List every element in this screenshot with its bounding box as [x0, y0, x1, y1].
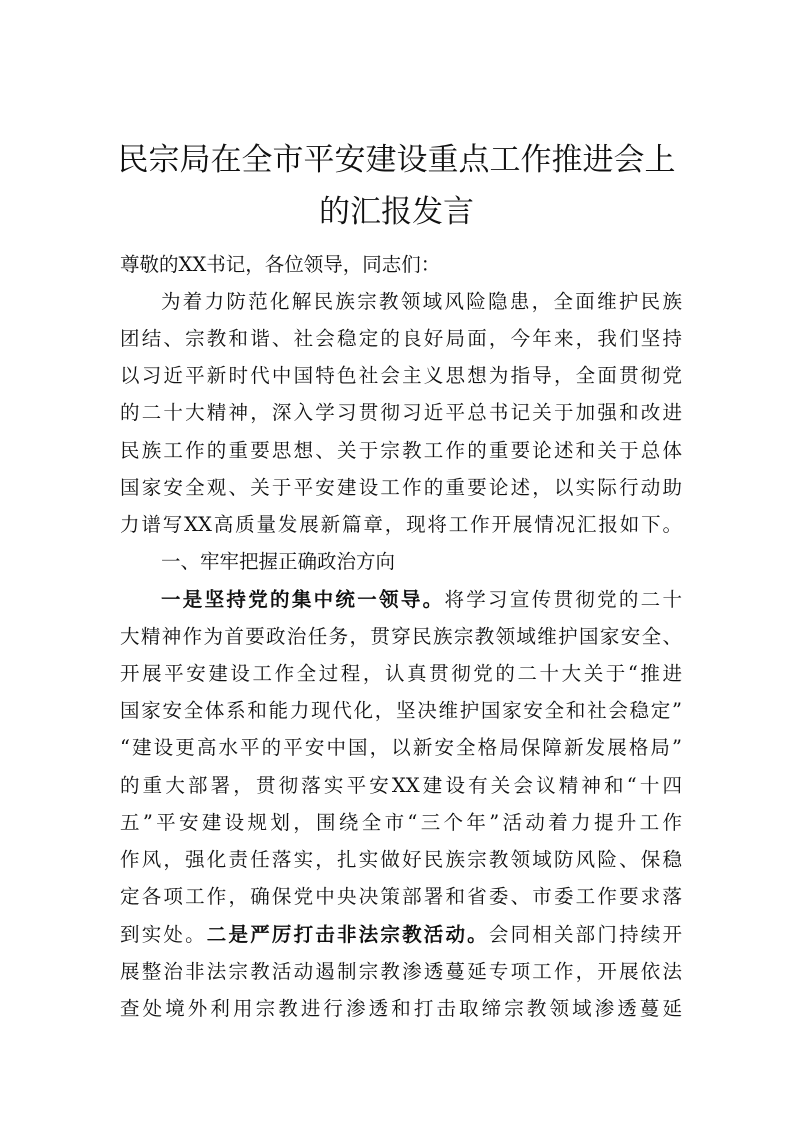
paragraph-line: 大精神作为首要政治任务，贯穿民族宗教领域维护国家安全、	[120, 625, 682, 648]
paragraph-line: 展整治非法宗教活动遏制宗教渗透蔓延专项工作，开展依法	[120, 960, 682, 983]
paragraph-line: “建设更高水平的平安中国，以新安全格局保障新发展格局”	[120, 736, 682, 759]
paragraph-line: 国家安全观、关于平安建设工作的重要论述，以实际行动助	[120, 476, 682, 499]
paragraph-line: 五”平安建设规划，围绕全市“三个年”活动着力提升工作	[120, 811, 682, 834]
greeting: 尊敬的XX书记，各位领导，同志们：	[120, 253, 441, 276]
paragraph-line: 团结、宗教和谐、社会稳定的良好局面，今年来，我们坚持	[120, 327, 682, 350]
paragraph-text: 到实处。	[120, 923, 207, 946]
paragraph-line: 力谱写XX高质量发展新篇章，现将工作开展情况汇报如下。	[120, 513, 682, 536]
paragraph-line: 的重大部署，贯彻落实平安XX建设有关会议精神和“十四	[120, 774, 682, 797]
paragraph-line: 作风，强化责任落实，扎实做好民族宗教领域防风险、保稳	[120, 848, 682, 871]
paragraph-text: 会同相关部门持续开	[488, 923, 682, 946]
paragraph-text: 将学习宣传贯彻党的二十	[444, 588, 682, 611]
paragraph-line	[161, 587, 682, 613]
paragraph-line: 国家安全体系和能力现代化，坚决维护国家安全和社会稳定”	[120, 699, 682, 722]
paragraph-line: 为着力防范化解民族宗教领域风险隐患，全面维护民族	[161, 290, 682, 313]
bold-lead: 一是坚持党的集中统一领导。	[161, 588, 445, 611]
paragraph-line: 民族工作的重要思想、关于宗教工作的重要论述和关于总体	[120, 439, 682, 462]
paragraph-line: 以习近平新时代中国特色社会主义思想为指导，全面贯彻党	[120, 364, 682, 387]
paragraph-line: 开展平安建设工作全过程，认真贯彻党的二十大关于“推进	[120, 662, 682, 685]
paragraph-line	[120, 922, 682, 948]
section-heading: 一、牢牢把握正确政治方向	[161, 550, 396, 573]
document-title-line-2: 的汇报发言	[319, 194, 474, 230]
document-title-line-1: 民宗局在全市平安建设重点工作推进会上	[117, 142, 676, 178]
paragraph-line: 的二十大精神，深入学习贯彻习近平总书记关于加强和改进	[120, 401, 682, 424]
paragraph-line: 定各项工作，确保党中央决策部署和省委、市委工作要求落	[120, 885, 682, 908]
bold-lead: 二是严厉打击非法宗教活动。	[206, 923, 489, 946]
paragraph-line: 查处境外利用宗教进行渗透和打击取缔宗教领域渗透蔓延	[120, 997, 682, 1020]
